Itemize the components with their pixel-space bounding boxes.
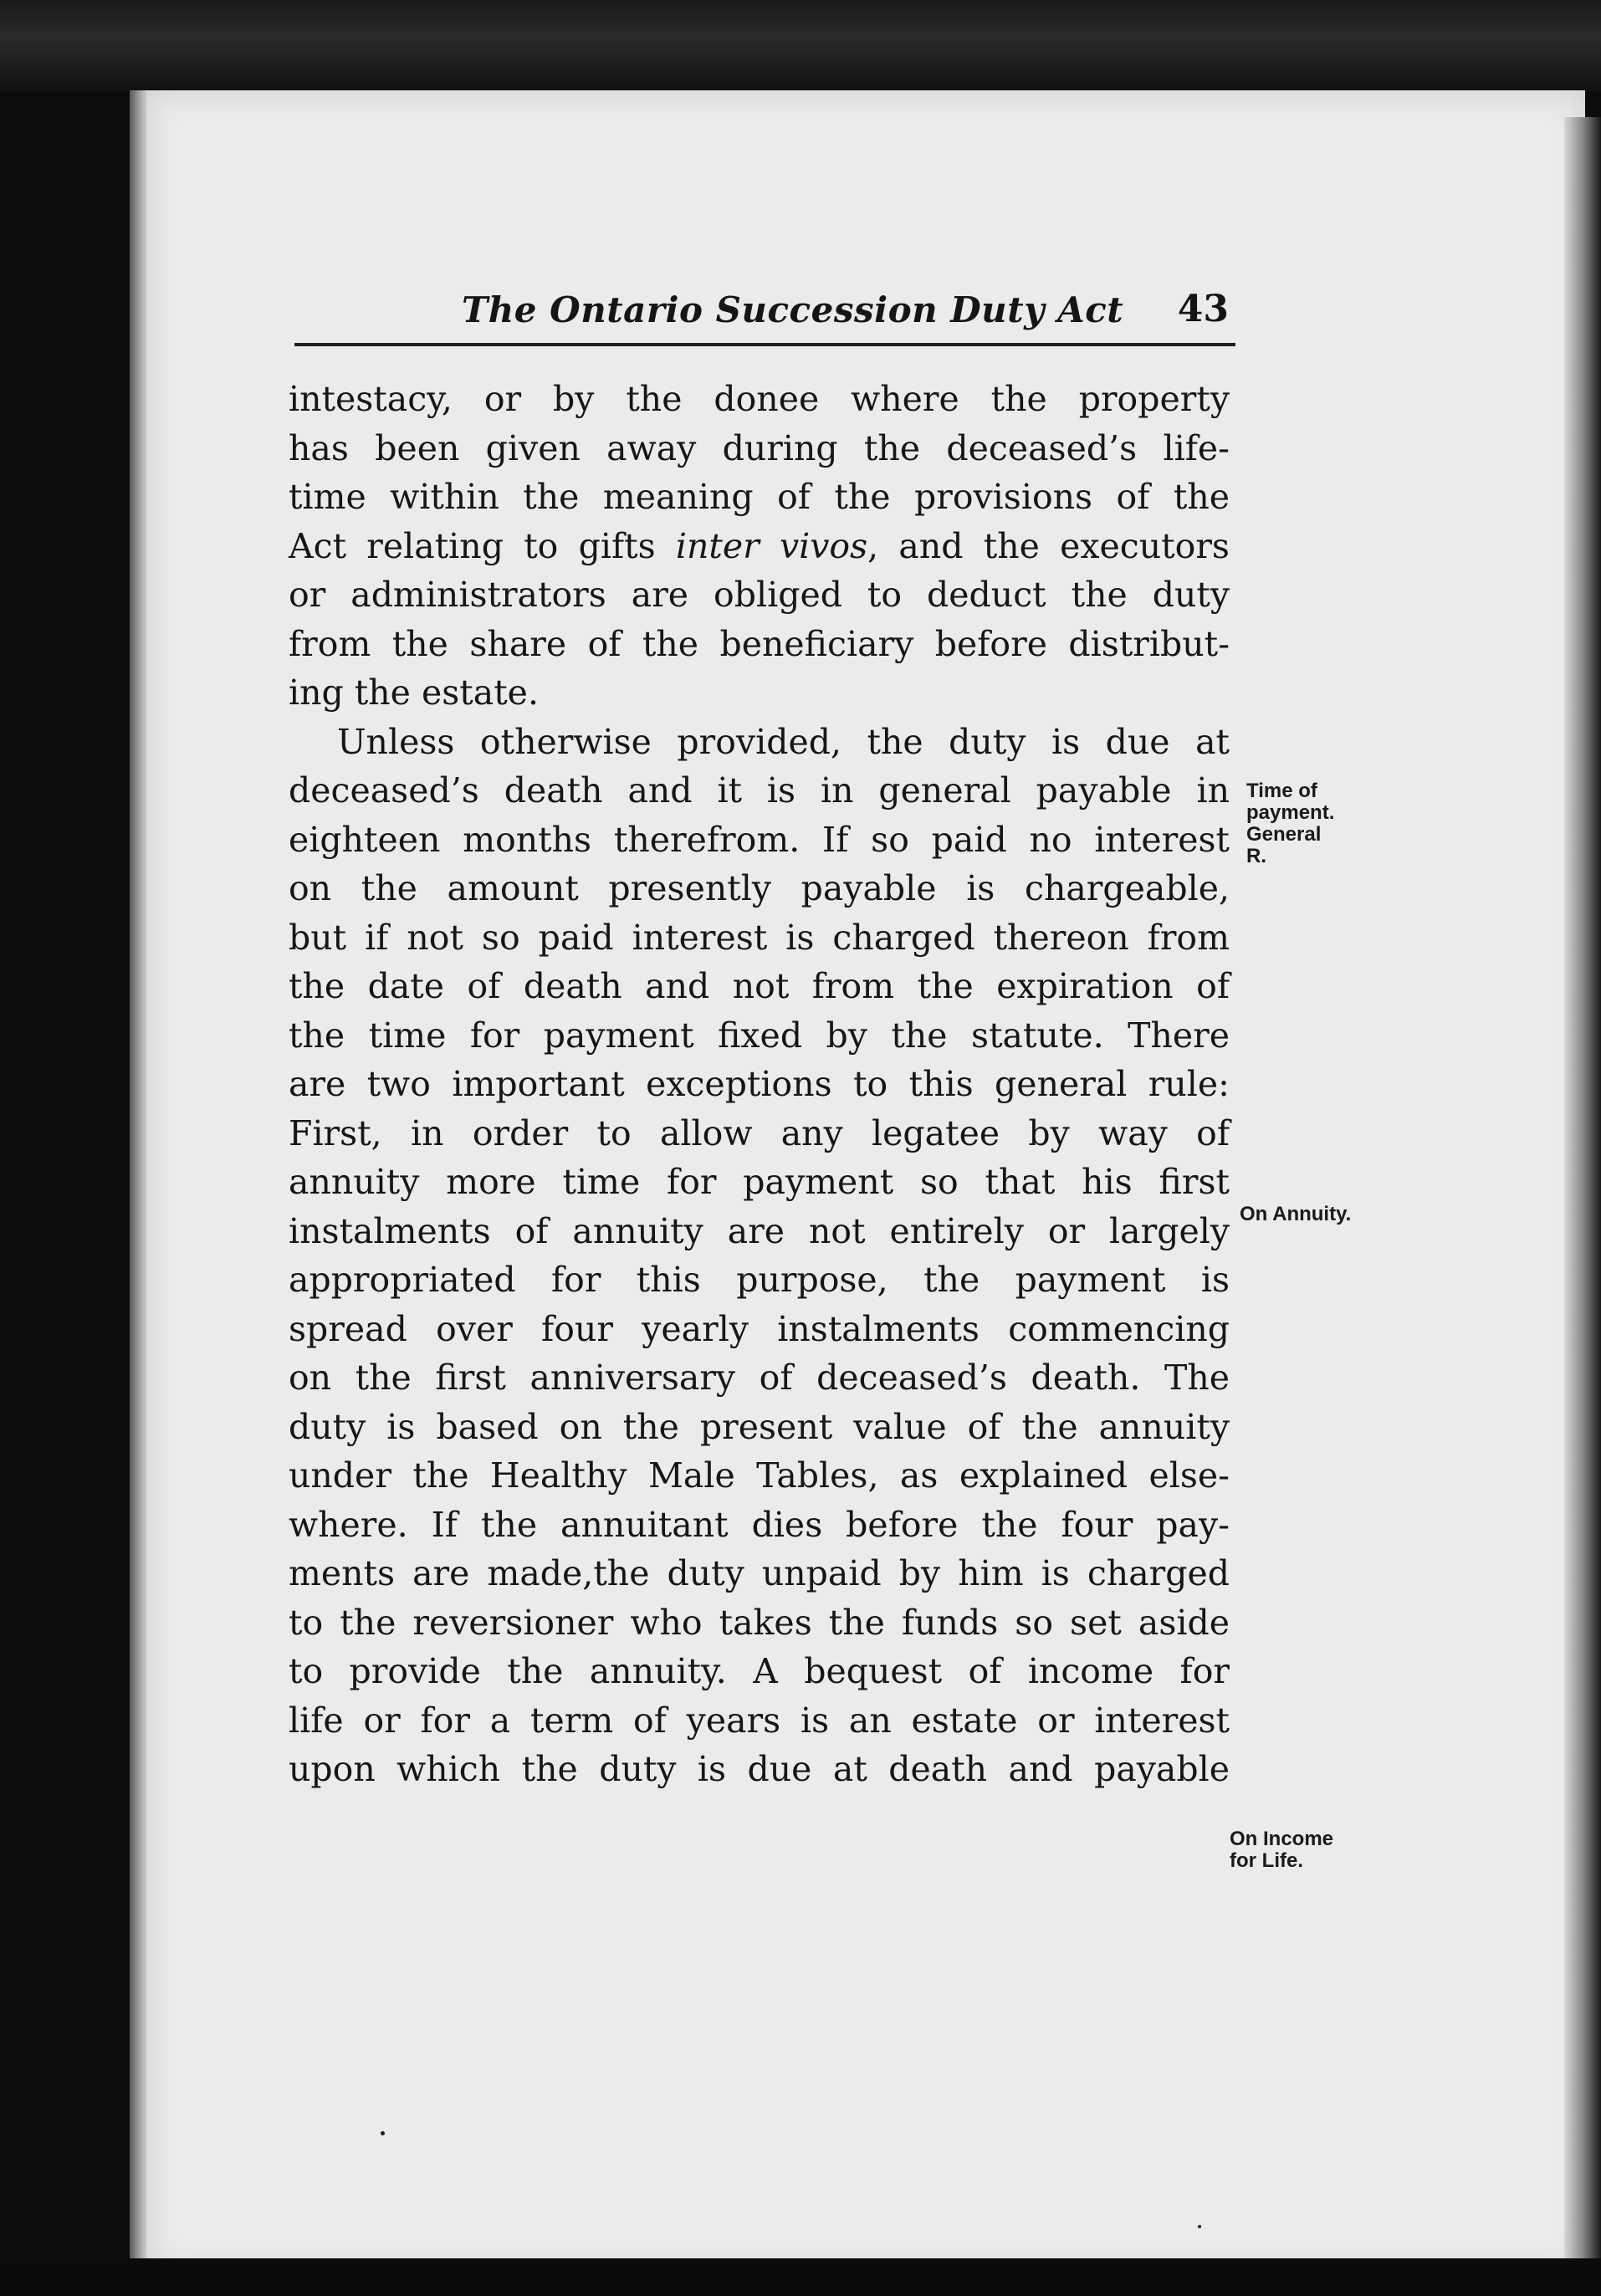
text-line: the time for payment fixed by the statute. There xyxy=(289,1015,1230,1056)
text-line: on the first anniversary of deceased’s death. The xyxy=(289,1358,1230,1398)
sidenote-on-annuity xyxy=(1240,1204,1351,1225)
scan-speck xyxy=(381,2131,385,2135)
text-line: Act relating to gifts inter vivos, and the executors xyxy=(289,525,1230,566)
text-line: spread over four yearly instalments commencing xyxy=(289,1308,1230,1349)
text-line: has been given away during the deceased’s life- xyxy=(289,427,1230,468)
paragraph-start-line: Unless otherwise provided, the duty is due at xyxy=(337,721,1230,762)
sidenote-line: On Annuity. xyxy=(1240,1203,1352,1225)
text-line: ments are made,the duty unpaid by him is charged xyxy=(289,1553,1230,1593)
text-line: to the reversioner who takes the funds so set aside xyxy=(289,1602,1230,1643)
text-line: but if not so paid interest is charged thereon from xyxy=(289,917,1230,958)
text-line: where. If the annuitant dies before the four pay- xyxy=(289,1504,1230,1545)
text-line: to provide the annuity. A bequest of income for xyxy=(289,1651,1230,1691)
page-number: 43 xyxy=(1177,288,1229,330)
header-rule xyxy=(294,343,1235,346)
sidenote-line: for Life. xyxy=(1230,1849,1303,1872)
latin-phrase: inter vivos xyxy=(675,525,868,566)
text-line: are two important exceptions to this general rule: xyxy=(289,1064,1230,1104)
text-line: on the amount presently payable is chargeable, xyxy=(289,868,1230,908)
text-line: appropriated for this purpose, the payment is xyxy=(289,1260,1230,1300)
text-line: First, in order to allow any legatee by way of xyxy=(289,1112,1230,1153)
text-line: or administrators are obliged to deduct the duty xyxy=(289,575,1230,615)
scanner-top-shadow xyxy=(0,0,1601,92)
text-line: intestacy, or by the donee where the property xyxy=(289,379,1230,419)
sidenote-line: On Income xyxy=(1230,1828,1334,1850)
sidenote-on-income-for-life xyxy=(1230,1828,1333,1872)
text-line: eighteen months therefrom. If so paid no interest xyxy=(289,819,1230,860)
sidenote-line: Time of xyxy=(1246,780,1317,802)
text-line: time within the meaning of the provisions of the xyxy=(289,477,1230,517)
sidenote-line: General xyxy=(1246,823,1322,846)
running-head xyxy=(294,284,1235,343)
scan-speck xyxy=(1198,2225,1201,2228)
running-title: The Ontario Succession Duty Act xyxy=(462,289,1124,330)
text-line: upon which the duty is due at death and payable xyxy=(289,1749,1230,1789)
sidenote-line: payment. xyxy=(1246,801,1335,824)
text-line: duty is based on the present value of the annuity xyxy=(289,1406,1230,1447)
text-line: deceased’s death and it is in general payable in xyxy=(289,770,1230,811)
text-line: under the Healthy Male Tables, as explained else- xyxy=(289,1455,1230,1496)
text-line: annuity more time for payment so that his first xyxy=(289,1162,1230,1202)
text-line: ing the estate. xyxy=(289,672,539,713)
text-line: instalments of annuity are not entirely or largely xyxy=(289,1210,1230,1251)
sidenote-time-of-payment xyxy=(1246,780,1334,867)
page-right-edge xyxy=(1564,117,1601,2296)
text-line: the date of death and not from the expiration of xyxy=(289,966,1230,1006)
text-line: life or for a term of years is an estate or interest xyxy=(289,1700,1230,1741)
text-line: from the share of the beneficiary before distribut- xyxy=(289,623,1230,664)
scanner-bottom-shadow xyxy=(0,2258,1601,2296)
body-text xyxy=(289,375,1230,1794)
sidenote-line: R. xyxy=(1246,845,1266,867)
